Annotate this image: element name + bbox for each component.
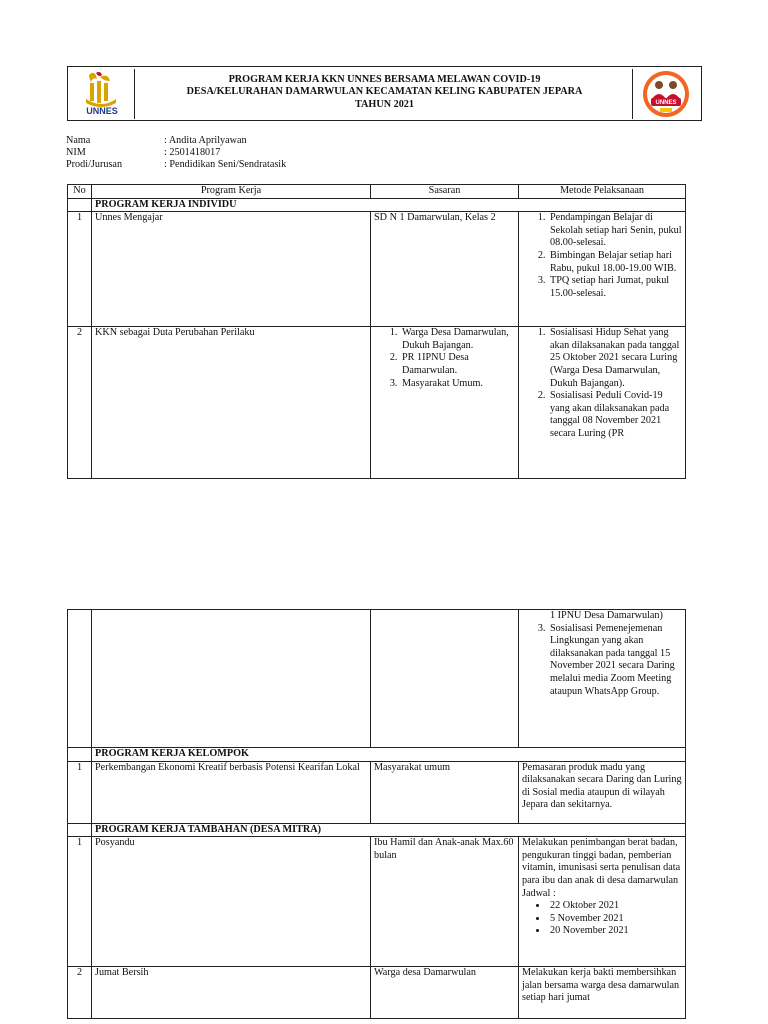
row-metode: Melakukan kerja bakti membersihkan jalan bersama warga desa damarwulan setiap hari jumat <box>519 967 686 1019</box>
row-metode <box>519 212 686 327</box>
unnes-logo-text: UNNES <box>86 106 118 116</box>
row-metode <box>519 837 686 967</box>
row-no: 1 <box>68 837 92 967</box>
list-item: 1. Warga Desa Damarwulan, Dukuh Bajangan. <box>400 327 515 352</box>
prodi-value: : Pendidikan Seni/Sendratasik <box>164 159 287 171</box>
row-sasaran: Masyarakat umum <box>371 761 519 823</box>
list-item: 2. PR 1IPNU Desa Damarwulan. <box>400 352 515 377</box>
section-tambahan: PROGRAM KERJA TAMBAHAN (DESA MITRA) <box>92 823 686 837</box>
nim-label: NIM <box>66 147 86 159</box>
row-no: 2 <box>68 327 92 479</box>
list-item: 1. Sosialisasi Hidup Sehat yang akan dilaksanakan pada tanggal 25 Oktober 2021 secara Luring (Warga Desa Damarwulan, Dukuh Bajangan). <box>548 327 682 390</box>
header-no: No <box>68 185 92 199</box>
title-line-2: DESA/KELURAHAN DAMARWULAN KECAMATAN KELING KABUPATEN JEPARA <box>186 86 583 98</box>
kkn-logo-text: UNNES <box>655 100 677 106</box>
list-item: • 20 November 2021 <box>548 925 682 938</box>
table-row <box>68 967 686 1019</box>
table-row <box>68 212 686 327</box>
header-sasaran: Sasaran <box>371 185 519 199</box>
program-table-part-1 <box>67 184 686 479</box>
row-sasaran: Warga desa Damarwulan <box>371 967 519 1019</box>
row-metode: Pemasaran produk madu yang dilaksanakan secara Daring dan Luring di Sosial media ataupun di wilayah Jepara dan sekitarnya. <box>519 761 686 823</box>
table-row <box>68 837 686 967</box>
unnes-logo-left <box>72 69 135 119</box>
document-header <box>67 66 702 121</box>
section-row <box>68 823 686 837</box>
section-row <box>68 748 686 762</box>
list-item: 3. TPQ setiap hari Jumat, pukul 15.00-selesai. <box>548 275 682 300</box>
nama-label: Nama <box>66 135 91 146</box>
list-item: • 5 November 2021 <box>548 913 682 926</box>
title-line-3: TAHUN 2021 <box>355 98 414 110</box>
list-item: 1. Pendampingan Belajar di Sekolah setiap hari Senin, pukul 08.00-selesai. <box>548 212 682 250</box>
row-program: Unnes Mengajar <box>92 212 371 327</box>
row-sasaran: Ibu Hamil dan Anak-anak Max.60 bulan <box>371 837 519 967</box>
section-individu: PROGRAM KERJA INDIVIDU <box>92 198 686 212</box>
jadwal-label: Jadwal : <box>522 887 556 899</box>
metode-continuation: 1 IPNU Desa Damarwulan) <box>550 610 663 621</box>
document-title <box>138 74 631 111</box>
row-no: 2 <box>68 967 92 1019</box>
title-line-1: PROGRAM KERJA KKN UNNES BERSAMA MELAWAN COVID-19 <box>228 74 541 85</box>
row-no: 1 <box>68 761 92 823</box>
list-item: 3. Masyarakat Umum. <box>400 378 515 391</box>
list-item: • 22 Oktober 2021 <box>548 900 682 913</box>
metode-text: Melakukan penimbangan berat badan, pengukuran tinggi badan, pemberian vitamin, imunisasi serta penulisan data para ibu dan anak di desa damarwulan <box>522 837 681 886</box>
row-program: KKN sebagai Duta Perubahan Perilaku <box>92 327 371 479</box>
list-item: 3. Sosialisasi Pemenejemenan Lingkungan yang akan dilaksanakan pada tanggal 15 November 2021 secara Daring melalui media Zoom Meeting ataupun WhatsApp Group. <box>548 623 682 699</box>
header-program: Program Kerja <box>92 185 371 199</box>
table-row <box>68 610 686 748</box>
student-info <box>66 135 466 172</box>
program-table-part-2 <box>67 609 686 1019</box>
row-program: Jumat Bersih <box>92 967 371 1019</box>
row-metode <box>519 610 686 748</box>
table-header-row <box>68 185 686 199</box>
table-row <box>68 761 686 823</box>
section-row <box>68 198 686 212</box>
row-sasaran: SD N 1 Damarwulan, Kelas 2 <box>371 212 519 327</box>
kkn-logo-right <box>632 69 699 119</box>
table-row <box>68 327 686 479</box>
prodi-label: Prodi/Jurusan <box>66 159 123 171</box>
row-program: Posyandu <box>92 837 371 967</box>
row-program: Perkembangan Ekonomi Kreatif berbasis Potensi Kearifan Lokal <box>92 761 371 823</box>
section-kelompok: PROGRAM KERJA KELOMPOK <box>92 748 686 762</box>
row-sasaran <box>371 327 519 479</box>
row-metode <box>519 327 686 479</box>
header-metode: Metode Pelaksanaan <box>519 185 686 199</box>
row-no: 1 <box>68 212 92 327</box>
list-item: 2. Bimbingan Belajar setiap hari Rabu, pukul 18.00-19.00 WIB. <box>548 250 682 275</box>
nama-value: : Andita Aprilyawan <box>164 135 247 146</box>
list-item: 2. Sosialisasi Peduli Covid-19 yang akan dilaksanakan pada tanggal 08 November 2021 secara Luring (PR <box>548 390 682 440</box>
nim-value: : 2501418017 <box>164 147 221 159</box>
